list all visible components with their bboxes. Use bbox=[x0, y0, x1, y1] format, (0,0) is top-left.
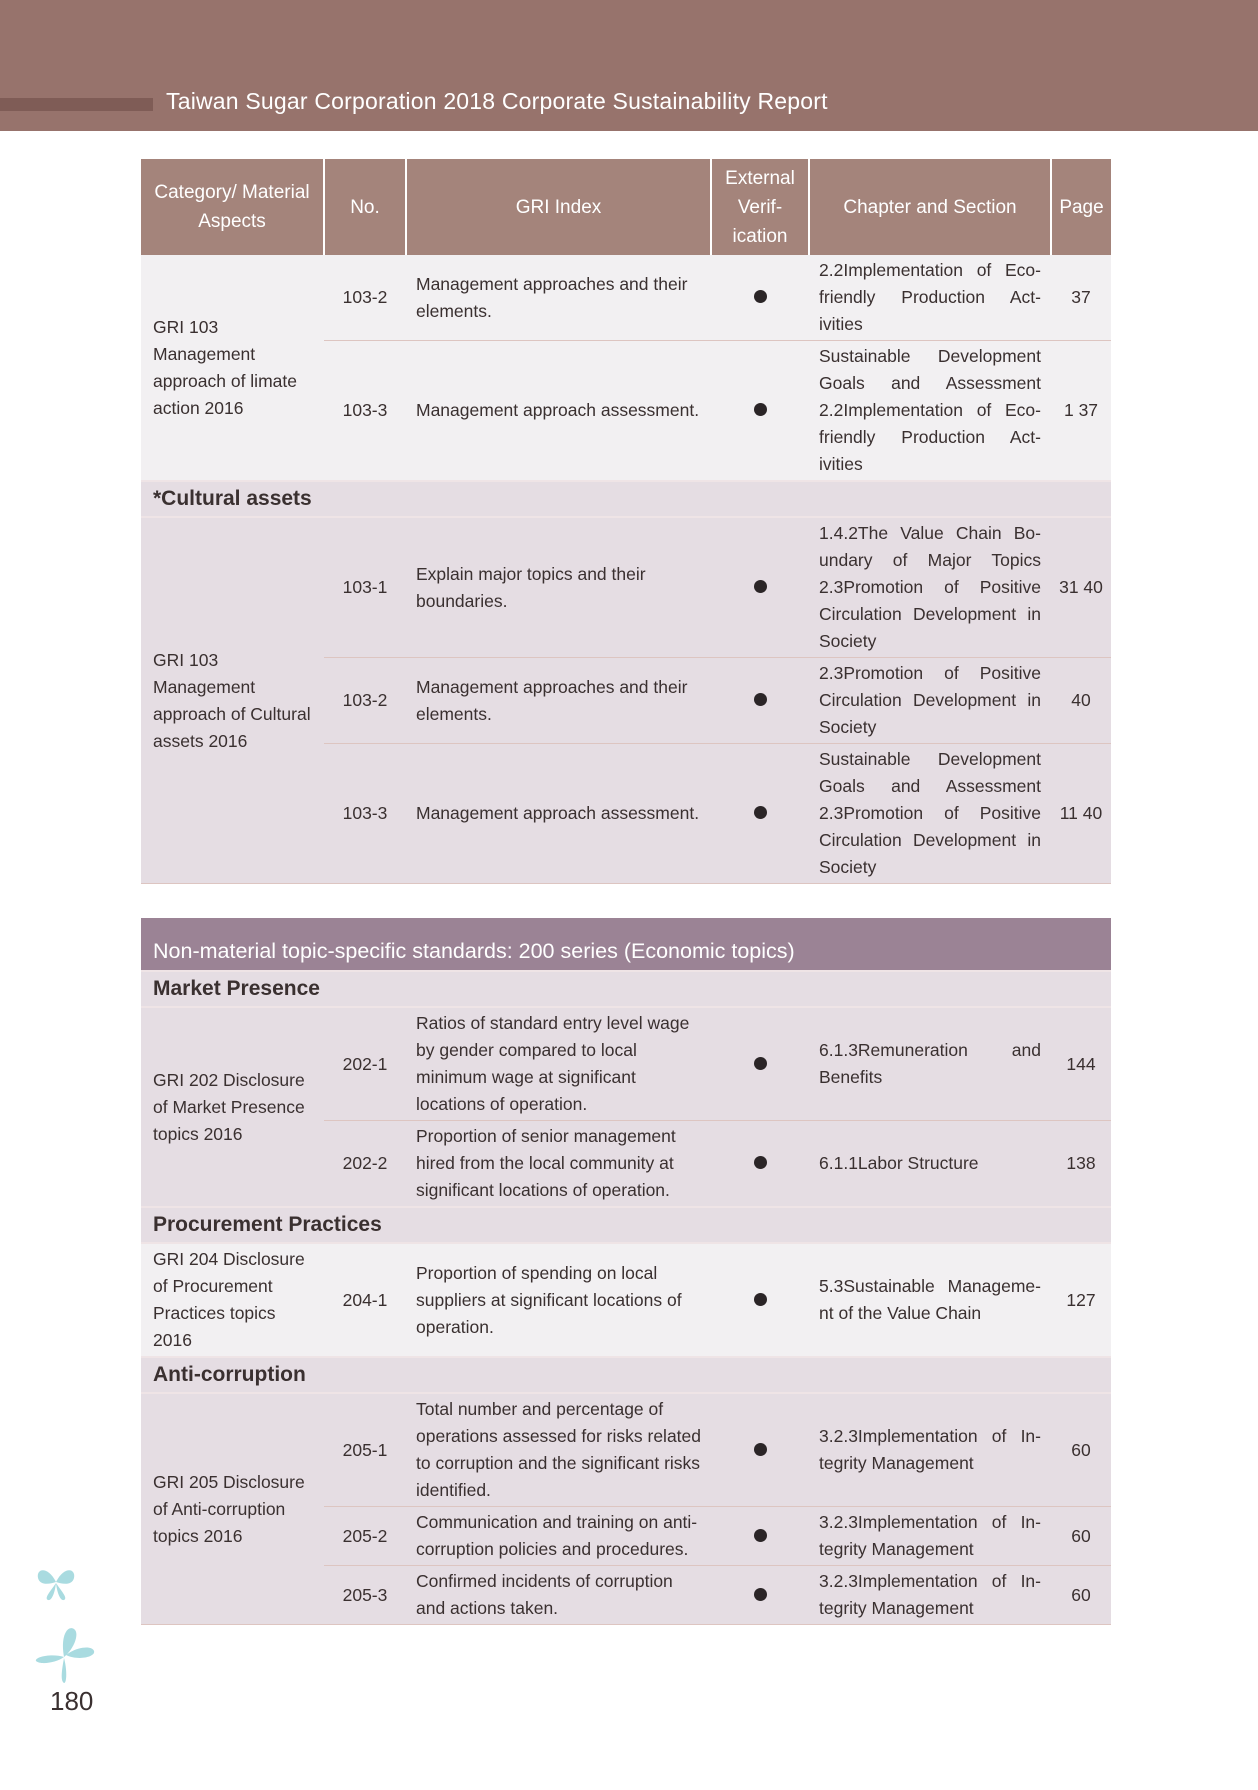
gri-number: 205-1 bbox=[324, 1393, 406, 1507]
table-row bbox=[141, 1243, 1111, 1357]
page-ref: 144 bbox=[1051, 1007, 1111, 1121]
verification-cell bbox=[711, 744, 809, 884]
section-heading-market: Market Presence bbox=[141, 971, 1111, 1007]
gri-index-text: Proportion of senior management hired from the local community at significant locations of operation. bbox=[406, 1121, 711, 1208]
gri-index-text: Proportion of spending on local suppliers at significant locations of operation. bbox=[406, 1243, 711, 1357]
filled-dot-icon bbox=[754, 1156, 767, 1169]
table-row bbox=[141, 517, 1111, 658]
gri-index-table-economic bbox=[141, 918, 1111, 1625]
page-ref: 60 bbox=[1051, 1393, 1111, 1507]
verification-cell bbox=[711, 1007, 809, 1121]
verification-cell bbox=[711, 341, 809, 482]
page-ref: 127 bbox=[1051, 1243, 1111, 1357]
page-ref: 1 37 bbox=[1051, 341, 1111, 482]
gri-index-text: Confirmed incidents of corruption and actions taken. bbox=[406, 1566, 711, 1625]
gri-number: 205-2 bbox=[324, 1507, 406, 1566]
column-header-gri-index: GRI Index bbox=[406, 159, 711, 255]
page-ref: 60 bbox=[1051, 1507, 1111, 1566]
verification-cell bbox=[711, 255, 809, 341]
column-header-category: Category/ Material Aspects bbox=[141, 159, 324, 255]
filled-dot-icon bbox=[754, 403, 767, 416]
gri-index-text: Management approaches and their elements. bbox=[406, 658, 711, 744]
table-row bbox=[141, 255, 1111, 341]
report-title: Taiwan Sugar Corporation 2018 Corporate Sustainability Report bbox=[166, 88, 828, 114]
filled-dot-icon bbox=[754, 1529, 767, 1542]
verification-cell bbox=[711, 1393, 809, 1507]
verification-cell bbox=[711, 517, 809, 658]
filled-dot-icon bbox=[754, 1588, 767, 1601]
chapter-section: 2.3Promotion of Positive Circulation Development in Society bbox=[809, 658, 1051, 744]
butterfly-icon bbox=[34, 1625, 96, 1685]
table-row bbox=[141, 1007, 1111, 1121]
category-cell: GRI 103 Management approach of Cultural assets 2016 bbox=[141, 517, 324, 884]
section-heading-cultural: *Cultural assets bbox=[141, 481, 1111, 517]
gri-number: 103-1 bbox=[324, 517, 406, 658]
page-ref: 138 bbox=[1051, 1121, 1111, 1208]
column-header-chapter: Chapter and Section bbox=[809, 159, 1051, 255]
gri-number: 103-3 bbox=[324, 744, 406, 884]
chapter-section: 3.2.3Implementation of In-tegrity Management bbox=[809, 1393, 1051, 1507]
chapter-section: 3.2.3Implementation of In-tegrity Management bbox=[809, 1566, 1051, 1625]
gri-number: 202-2 bbox=[324, 1121, 406, 1208]
gri-index-text: Management approaches and their elements. bbox=[406, 255, 711, 341]
column-header-no: No. bbox=[324, 159, 406, 255]
verification-cell bbox=[711, 658, 809, 744]
filled-dot-icon bbox=[754, 290, 767, 303]
category-cell: GRI 202 Disclosure of Market Presence topics 2016 bbox=[141, 1007, 324, 1207]
gri-number: 204-1 bbox=[324, 1243, 406, 1357]
category-cell: GRI 204 Disclosure of Procurement Practices topics 2016 bbox=[141, 1243, 324, 1357]
gri-number: 103-3 bbox=[324, 341, 406, 482]
verification-cell bbox=[711, 1507, 809, 1566]
series-heading: Non-material topic-specific standards: 200 series (Economic topics) bbox=[141, 918, 1111, 971]
filled-dot-icon bbox=[754, 806, 767, 819]
section-heading-procurement: Procurement Practices bbox=[141, 1207, 1111, 1243]
chapter-section: Sustainable Development Goals and Assessment 2.3Promotion of Positive Circulation Development in Society bbox=[809, 744, 1051, 884]
page-ref: 31 40 bbox=[1051, 517, 1111, 658]
gri-index-text: Management approach assessment. bbox=[406, 341, 711, 482]
series-heading-row bbox=[141, 918, 1111, 971]
category-cell: GRI 205 Disclosure of Anti-corruption topics 2016 bbox=[141, 1393, 324, 1625]
filled-dot-icon bbox=[754, 693, 767, 706]
butterfly-icon bbox=[34, 1562, 78, 1602]
page-ref: 11 40 bbox=[1051, 744, 1111, 884]
gri-number: 103-2 bbox=[324, 658, 406, 744]
section-heading-row bbox=[141, 971, 1111, 1007]
table-row bbox=[141, 1393, 1111, 1507]
gri-index-text: Ratios of standard entry level wage by gender compared to local minimum wage at significant locations of operation. bbox=[406, 1007, 711, 1121]
gri-index-table-top bbox=[141, 159, 1111, 884]
chapter-section: 3.2.3Implementation of In-tegrity Management bbox=[809, 1507, 1051, 1566]
gri-number: 103-2 bbox=[324, 255, 406, 341]
table-header-row bbox=[141, 159, 1111, 255]
gri-index-text: Management approach assessment. bbox=[406, 744, 711, 884]
gri-index-text: Total number and percentage of operations assessed for risks related to corruption and the significant risks identified. bbox=[406, 1393, 711, 1507]
chapter-section: 6.1.3Remuneration and Benefits bbox=[809, 1007, 1051, 1121]
gri-index-text: Explain major topics and their boundaries. bbox=[406, 517, 711, 658]
page-ref: 40 bbox=[1051, 658, 1111, 744]
page-ref: 37 bbox=[1051, 255, 1111, 341]
chapter-section: 5.3Sustainable Manageme-nt of the Value Chain bbox=[809, 1243, 1051, 1357]
section-heading-row bbox=[141, 1207, 1111, 1243]
verification-cell bbox=[711, 1121, 809, 1208]
section-heading-row bbox=[141, 481, 1111, 517]
gri-number: 202-1 bbox=[324, 1007, 406, 1121]
page-number: 180 bbox=[50, 1686, 94, 1716]
category-cell: GRI 103 Management approach of limate action 2016 bbox=[141, 255, 324, 481]
verification-cell bbox=[711, 1566, 809, 1625]
chapter-section: 1.4.2The Value Chain Bo-undary of Major Topics 2.3Promotion of Positive Circulation Development in Society bbox=[809, 517, 1051, 658]
gri-index-text: Communication and training on anti-corruption policies and procedures. bbox=[406, 1507, 711, 1566]
filled-dot-icon bbox=[754, 1293, 767, 1306]
chapter-section: 6.1.1Labor Structure bbox=[809, 1121, 1051, 1208]
column-header-verification: External Verif-ication bbox=[711, 159, 809, 255]
filled-dot-icon bbox=[754, 1057, 767, 1070]
chapter-section: 2.2Implementation of Eco-friendly Production Act-ivities bbox=[809, 255, 1051, 341]
chapter-section: Sustainable Development Goals and Assessment 2.2Implementation of Eco-friendly Production Act-ivities bbox=[809, 341, 1051, 482]
section-heading-anticorruption: Anti-corruption bbox=[141, 1357, 1111, 1393]
header-accent-stripe bbox=[0, 98, 153, 111]
gri-number: 205-3 bbox=[324, 1566, 406, 1625]
filled-dot-icon bbox=[754, 580, 767, 593]
filled-dot-icon bbox=[754, 1443, 767, 1456]
page-ref: 60 bbox=[1051, 1566, 1111, 1625]
verification-cell bbox=[711, 1243, 809, 1357]
section-heading-row bbox=[141, 1357, 1111, 1393]
column-header-page: Page bbox=[1051, 159, 1111, 255]
